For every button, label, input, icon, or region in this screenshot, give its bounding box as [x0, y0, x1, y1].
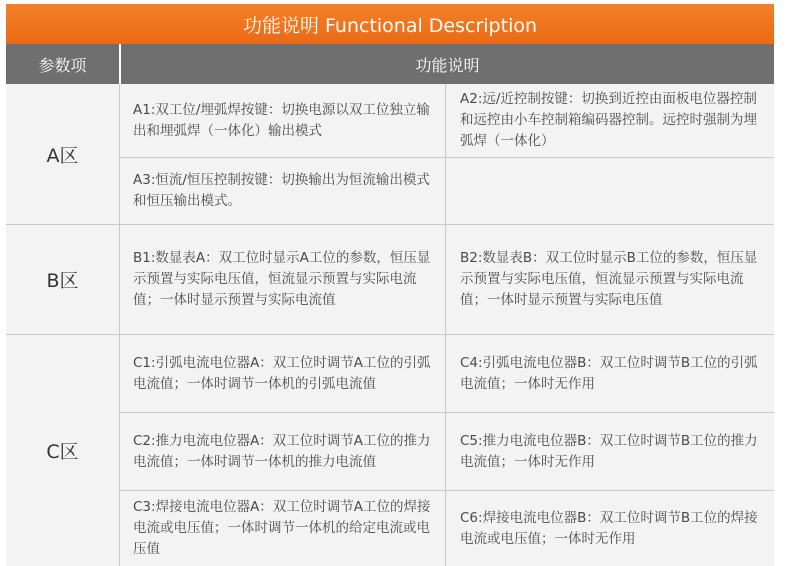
cell-b2: B2:数显表B：双工位时显示B工位的参数，恒压显示预置与实际电压值，恒流显示预置与实际电流值；一体时显示预置与实际电压值	[460, 250, 758, 308]
cell-a-empty	[446, 158, 774, 224]
header-desc: 功能说明	[121, 44, 774, 84]
cell-c1: C1:引弧电流电位器A：双工位时调节A工位的引弧电流值；一体时调节一体机的引弧电流值	[133, 354, 431, 392]
cell-c3: C3:焊接电流电位器A：双工位时调节A工位的焊接电流或电压值；一体时调节一体机的给定电流或电压值	[133, 499, 431, 557]
table-title: 功能说明 Functional Description	[6, 4, 774, 44]
cell-c5: C5:推力电流电位器B：双工位时调节B工位的推力电流值；一体时无作用	[460, 432, 758, 470]
cell-a1: A1:双工位/埋弧焊按键：切换电源以双工位独立输出和埋弧焊（一体化）输出模式	[133, 101, 430, 139]
cell-b1: B1:数显表A：双工位时显示A工位的参数，恒压显示预置与实际电压值，恒流显示预置与实际电流值；一体时显示预置与实际电流值	[133, 250, 431, 308]
zone-label-c: C区	[46, 441, 79, 463]
zone-label-b: B区	[46, 270, 79, 292]
zone-label-a: A区	[46, 144, 79, 167]
table-body	[6, 84, 774, 566]
cell-c4: C4:引弧电流电位器B：双工位时调节B工位的引弧电流值；一体时无作用	[460, 354, 758, 392]
cell-a2: A2:远/近控制按键：切换到近控由面板电位器控制和远控由小车控制箱编码器控制。远控时强制为埋弧焊（一体化）	[460, 91, 757, 149]
table-header	[6, 44, 774, 84]
cell-c2: C2:推力电流电位器A：双工位时调节A工位的推力电流值；一体时调节一体机的推力电流值	[133, 432, 431, 470]
cell-c6: C6:焊接电流电位器B：双工位时调节B工位的焊接电流或电压值；一体时无作用	[460, 509, 758, 547]
cell-a3: A3:恒流/恒压控制按键：切换输出为恒流输出模式和恒压输出模式。	[133, 172, 430, 209]
header-param: 参数项	[6, 44, 119, 84]
